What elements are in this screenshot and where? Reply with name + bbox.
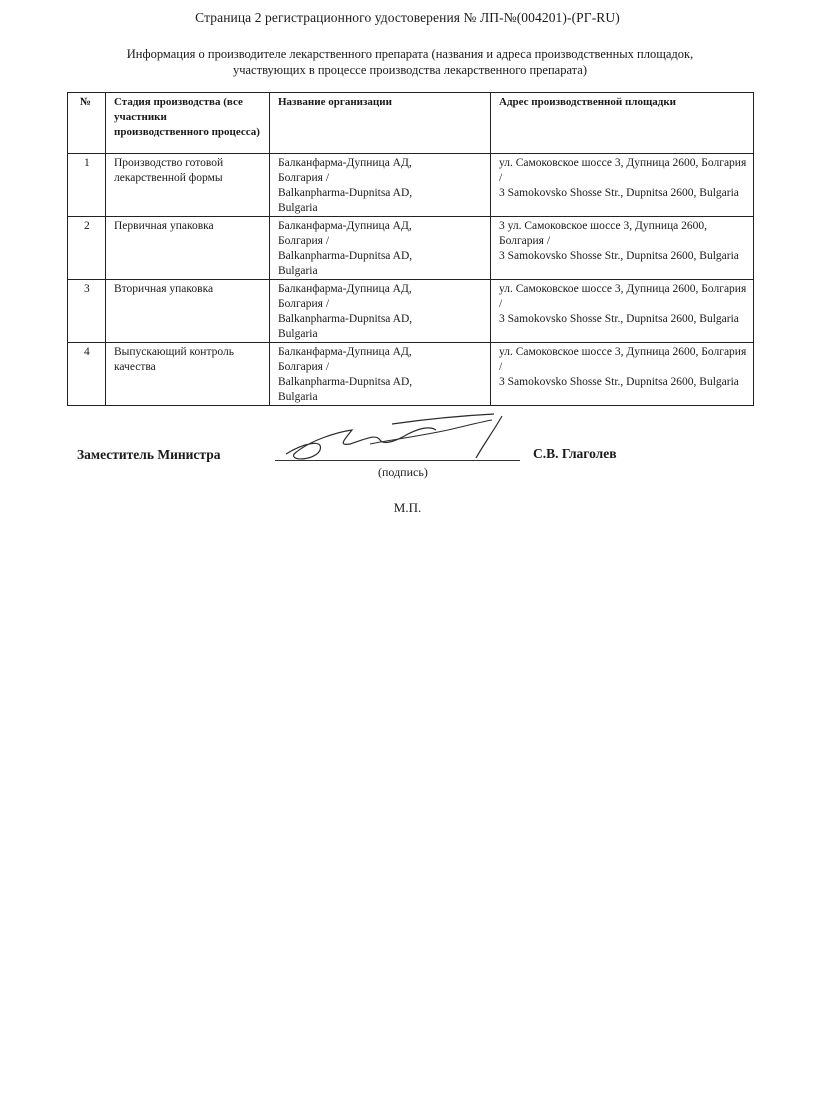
org-country-en: Bulgaria — [278, 265, 318, 277]
org-country-en: Bulgaria — [278, 391, 318, 403]
signature-caption: (подпись) — [378, 465, 428, 479]
row-org — [270, 343, 491, 406]
address-en: 3 Samokovsko Shosse Str., Dupnitsa 2600, Bulgaria — [499, 313, 739, 325]
table-row — [68, 217, 754, 280]
table-header-row — [68, 93, 754, 154]
org-name-en: Balkanpharma-Dupnitsa AD, — [278, 250, 413, 262]
row-num: 4 — [68, 343, 106, 406]
address-ru: ул. Самоковское шоссе 3, Дупница 2600, Болгария / — [499, 346, 747, 373]
signer-name: С.В. Глаголев — [533, 446, 617, 461]
row-stage: Вторичная упаковка — [106, 280, 270, 343]
table-row — [68, 280, 754, 343]
address-ru: ул. Самоковское шоссе 3, Дупница 2600, Болгария / — [499, 283, 747, 310]
header-org: Название организации — [270, 93, 491, 154]
org-name-en: Balkanpharma-Dupnitsa AD, — [278, 313, 413, 325]
org-name-ru: Балканфарма-Дупница АД, — [278, 157, 412, 169]
org-name-ru: Балканфарма-Дупница АД, — [278, 220, 412, 232]
address-en: 3 Samokovsko Shosse Str., Dupnitsa 2600, Bulgaria — [499, 250, 739, 262]
org-country-en: Bulgaria — [278, 328, 318, 340]
row-stage: Выпускающий контроль качества — [106, 343, 270, 406]
subtitle-line-2: участвующих в процессе производства лекарственного препарата) — [232, 63, 588, 77]
header-address: Адрес производственной площадки — [491, 93, 754, 154]
row-address — [491, 217, 754, 280]
org-name-en: Balkanpharma-Dupnitsa AD, — [278, 376, 413, 388]
row-address — [491, 154, 754, 217]
table-row — [68, 343, 754, 406]
subtitle-line-1: Информация о производителе лекарственного препарата (названия и адреса производственных площадок, — [126, 47, 694, 61]
org-country-ru: Болгария / — [278, 172, 330, 184]
row-stage: Первичная упаковка — [106, 217, 270, 280]
org-country-ru: Болгария / — [278, 235, 330, 247]
org-country-ru: Болгария / — [278, 298, 330, 310]
stamp-label: М.П. — [393, 500, 422, 515]
signer-position: Заместитель Министра — [77, 447, 221, 462]
manufacturer-table — [67, 92, 754, 406]
signature-line — [275, 460, 520, 461]
address-ru: ул. Самоковское шоссе 3, Дупница 2600, Болгария / — [499, 157, 747, 184]
row-num: 1 — [68, 154, 106, 217]
org-country-ru: Болгария / — [278, 361, 330, 373]
row-address — [491, 343, 754, 406]
row-stage: Производство готовой лекарственной формы — [106, 154, 270, 217]
org-country-en: Bulgaria — [278, 202, 318, 214]
subtitle — [60, 46, 760, 78]
row-num: 3 — [68, 280, 106, 343]
table-row — [68, 154, 754, 217]
address-en: 3 Samokovsko Shosse Str., Dupnitsa 2600, Bulgaria — [499, 376, 739, 388]
header-num: № — [68, 93, 106, 154]
header-stage: Стадия производства (все участники производственного процесса) — [106, 93, 270, 154]
org-name-en: Balkanpharma-Dupnitsa AD, — [278, 187, 413, 199]
org-name-ru: Балканфарма-Дупница АД, — [278, 346, 412, 358]
row-num: 2 — [68, 217, 106, 280]
handwritten-signature — [280, 410, 530, 470]
address-en: 3 Samokovsko Shosse Str., Dupnitsa 2600, Bulgaria — [499, 187, 739, 199]
row-org — [270, 154, 491, 217]
address-ru: 3 ул. Самоковское шоссе 3, Дупница 2600, Болгария / — [499, 220, 708, 247]
row-org — [270, 280, 491, 343]
row-address — [491, 280, 754, 343]
org-name-ru: Балканфарма-Дупница АД, — [278, 283, 412, 295]
page-title: Страница 2 регистрационного удостоверения № ЛП-№(004201)-(РГ-RU) — [195, 10, 620, 25]
row-org — [270, 217, 491, 280]
